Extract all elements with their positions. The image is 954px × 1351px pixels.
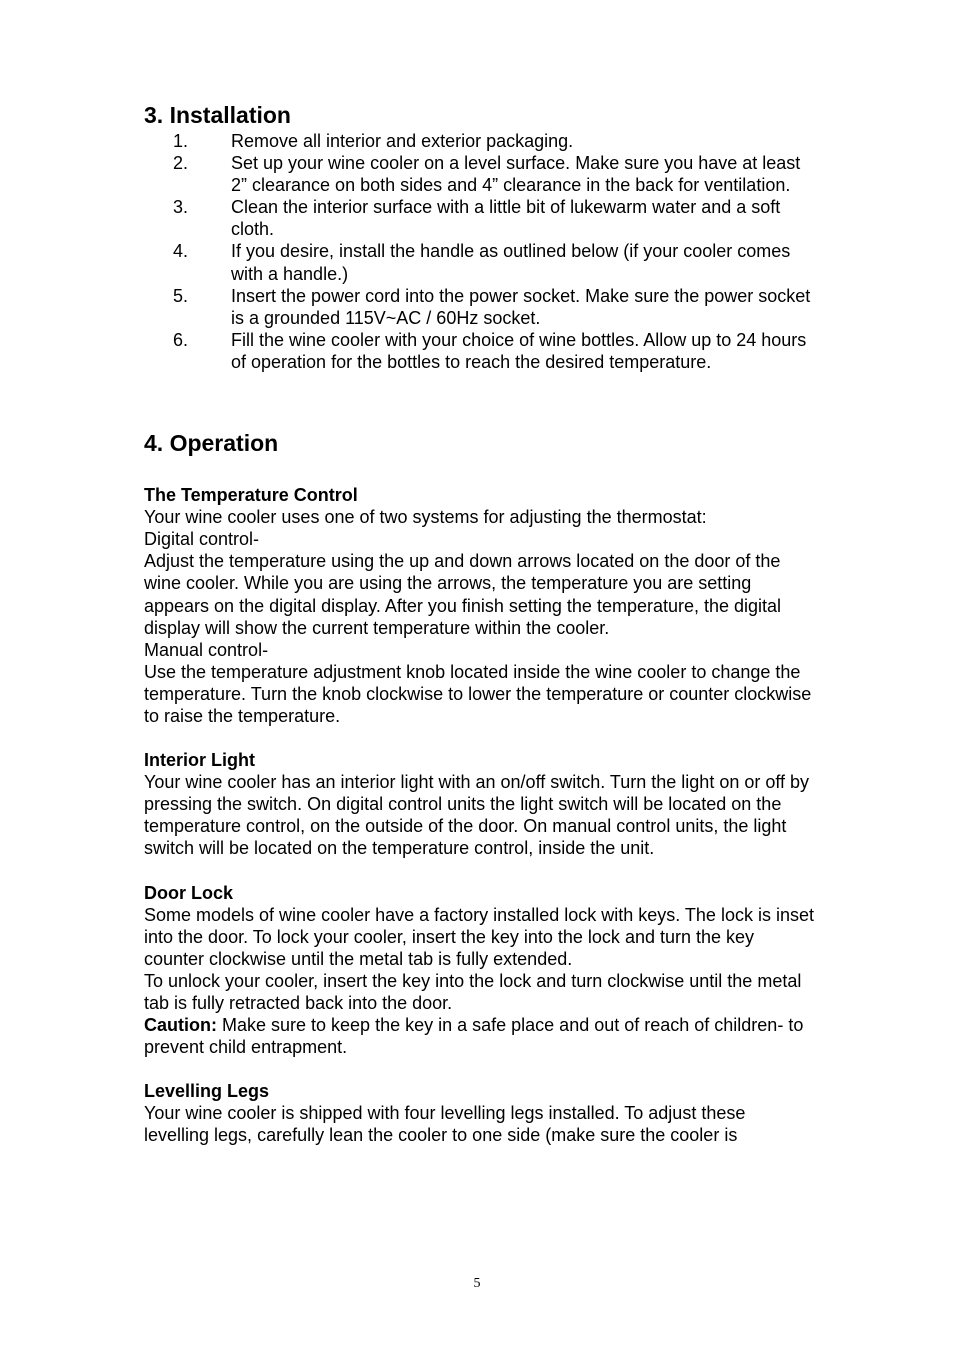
operation-heading: 4. Operation [144, 430, 279, 457]
caution-paragraph [144, 1014, 814, 1058]
step-text: Fill the wine cooler with your choice of wine bottles. Allow up to 24 hours of operation for the bottles to reach the desired temperature. [231, 329, 807, 372]
page-number: 5 [473, 1276, 481, 1291]
step-text: Remove all interior and exterior packaging. [231, 131, 574, 151]
step-text: If you desire, install the handle as outlined below (if your cooler comes with a handle.) [231, 241, 791, 284]
digital-control-text: Adjust the temperature using the up and down arrows located on the door of the wine cooler. While you are using the arrows, the temperature you are setting appears on the digital display. After you finish setting the temperature, the digital display will show the current temperature within the cooler. [144, 551, 782, 638]
step-text: Clean the interior surface with a little bit of lukewarm water and a soft cloth. [231, 197, 781, 240]
spacer [144, 727, 814, 749]
manual-control-label: Manual control- [144, 639, 269, 660]
list-item [144, 329, 814, 373]
door-unlock-text: To unlock your cooler, insert the key into the lock and turn clockwise until the metal tab is fully retracted back into the door. [144, 970, 802, 1013]
manual-control-text: Use the temperature adjustment knob located inside the wine cooler to change the temperature. Turn the knob clockwise to lower the temperature or counter clockwise to raise the temperature. [144, 661, 812, 726]
interior-light-text: Your wine cooler has an interior light with an on/off switch. Turn the light on or off by pressing the switch. On digital control units the light switch will be located on the temperature control, on the outside of the door. On manual control units, the light switch will be located on the temperature control, inside the unit. [144, 772, 810, 859]
spacer [144, 860, 814, 882]
caution-text: Make sure to keep the key in a safe place and out of reach of children- to prevent child entrapment. [144, 1015, 804, 1058]
list-item [144, 152, 814, 196]
levelling-legs-section [144, 1080, 814, 1146]
door-lock-heading: Door Lock [144, 882, 234, 903]
temperature-control-heading: The Temperature Control [144, 485, 358, 506]
installation-steps [144, 130, 814, 373]
digital-control-label: Digital control- [144, 529, 260, 550]
step-number: 1. [173, 131, 189, 151]
list-item [144, 285, 814, 329]
temperature-control-section [144, 484, 814, 727]
temperature-intro: Your wine cooler uses one of two systems for adjusting the thermostat: [144, 507, 707, 528]
step-text: Set up your wine cooler on a level surface. Make sure you have at least 2” clearance on both sides and 4” clearance in the back for ventilation. [231, 153, 801, 196]
step-number: 2. [173, 153, 189, 174]
step-number: 4. [173, 241, 189, 262]
list-item [144, 196, 814, 240]
door-lock-section [144, 882, 814, 1059]
spacer [144, 1058, 814, 1080]
levelling-legs-heading: Levelling Legs [144, 1081, 270, 1102]
step-number: 5. [173, 285, 189, 306]
installation-heading: 3. Installation [144, 102, 291, 128]
step-text: Insert the power cord into the power socket. Make sure the power socket is a grounded 115V~AC / 60Hz socket. [231, 285, 811, 328]
list-item [144, 130, 814, 152]
interior-light-heading: Interior Light [144, 750, 255, 771]
levelling-legs-text: Your wine cooler is shipped with four levelling legs installed. To adjust these levelling legs, carefully lean the cooler to one side (make sure the cooler is [144, 1103, 746, 1146]
door-lock-text: Some models of wine cooler have a factory installed lock with keys. The lock is inset into the door. To lock your cooler, insert the key into the lock and turn the key counter clockwise until the metal tab is fully extended. [144, 904, 814, 969]
interior-light-section [144, 749, 814, 859]
step-number: 3. [173, 197, 189, 218]
page-content [144, 100, 814, 1147]
list-item [144, 240, 814, 284]
caution-label: Caution: [144, 1015, 217, 1036]
step-number: 6. [173, 329, 189, 350]
